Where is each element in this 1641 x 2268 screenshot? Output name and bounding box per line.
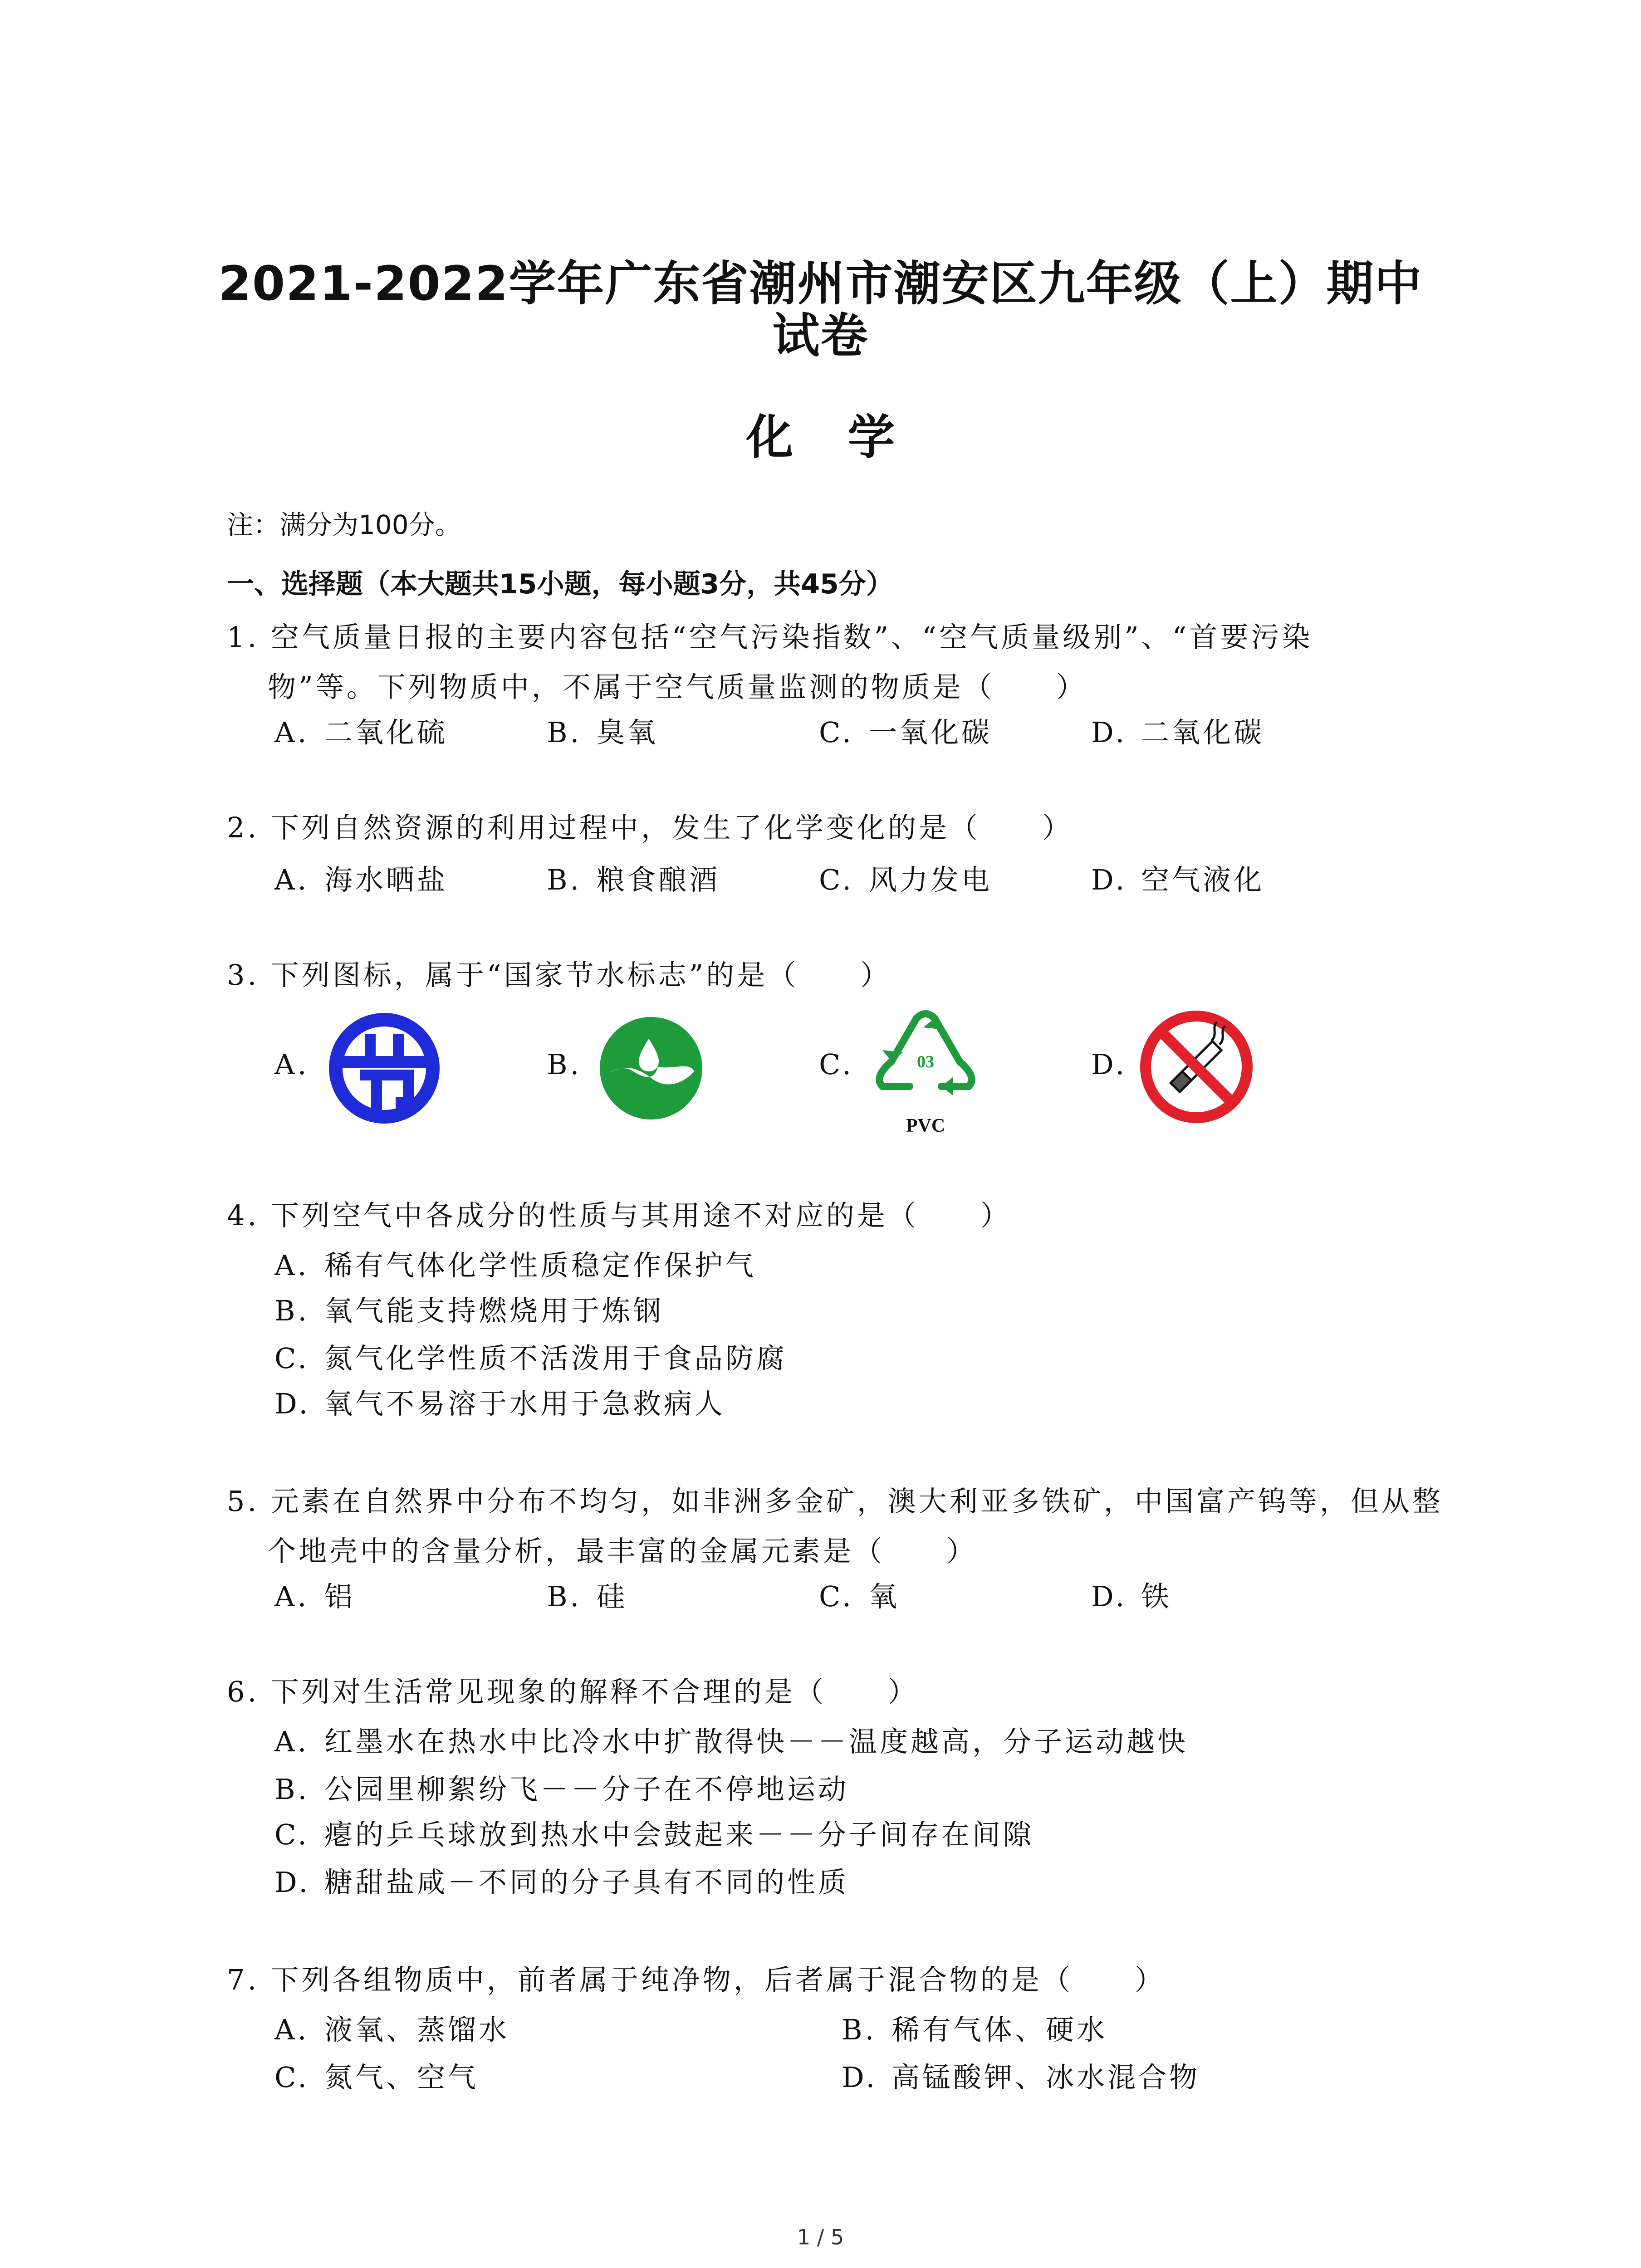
recycle-caption-text: PVC xyxy=(906,1115,945,1136)
q3-stem-line1: 3. 下列图标，属于“国家节水标志”的是（ ） xyxy=(227,958,892,992)
option-label: B. xyxy=(547,1580,582,1613)
option-label: C. xyxy=(819,716,854,749)
q4-option-a xyxy=(274,1243,756,1283)
option-label: B. xyxy=(842,2013,877,2046)
option-label: D. xyxy=(1091,716,1127,749)
q5-option-b xyxy=(547,1574,627,1614)
option-label: B. xyxy=(547,716,582,749)
option-text: 公园里柳絮纷飞－－分子在不停地运动 xyxy=(324,1773,849,1806)
q6-option-d xyxy=(274,1860,849,1900)
option-text: 硅 xyxy=(597,1580,628,1613)
q7-option-c xyxy=(274,2055,479,2095)
option-text: 海水晒盐 xyxy=(324,863,448,896)
q5-stem-line1: 5. 元素在自然界中分布不均匀，如非洲多金矿，澳大利亚多铁矿，中国富产钨等，但从整 xyxy=(227,1485,1443,1518)
option-label: A. xyxy=(274,863,309,896)
q1-option-a xyxy=(274,710,448,750)
water-drop-logo-icon xyxy=(599,1016,703,1120)
option-text: 氮气、空气 xyxy=(324,2061,479,2094)
q6-option-a xyxy=(274,1719,1188,1760)
option-text: 二氧化硫 xyxy=(324,716,448,749)
q1-stem-line1: 1. 空气质量日报的主要内容包括“空气污染指数”、“空气质量级别”、“首要污染 xyxy=(227,621,1313,654)
option-label: D. xyxy=(1091,1580,1127,1613)
q3-option-c-label: C. xyxy=(819,1048,854,1081)
q6-option-b xyxy=(274,1767,849,1807)
q1-stem-line2: 物”等。下列物质中，不属于空气质量监测的物质是（ ） xyxy=(268,670,1087,704)
option-text: 铝 xyxy=(324,1580,356,1613)
q3-option-a-label: A. xyxy=(274,1048,309,1081)
q6-stem-line1: 6. 下列对生活常见现象的解释不合理的是（ ） xyxy=(227,1675,919,1708)
option-text: 氧气能支持燃烧用于炼钢 xyxy=(324,1294,664,1327)
option-text: 瘪的乒乓球放到热水中会鼓起来－－分子间存在间隙 xyxy=(324,1818,1034,1851)
option-label: C. xyxy=(274,2061,309,2094)
option-text: 粮食酿酒 xyxy=(597,863,720,896)
q4-option-d xyxy=(274,1381,725,1422)
q2-option-b xyxy=(547,857,720,898)
q5-option-a xyxy=(274,1574,355,1614)
option-label: A. xyxy=(274,1725,309,1758)
section-heading: 一、选择题（本大题共15小题，每小题3分，共45分） xyxy=(227,568,893,600)
option-text: 红墨水在热水中比冷水中扩散得快－－温度越高，分子运动越快 xyxy=(324,1725,1189,1758)
q6-option-c xyxy=(274,1812,1034,1853)
option-label: C. xyxy=(819,1580,854,1613)
option-text: 稀有气体化学性质稳定作保护气 xyxy=(324,1249,757,1282)
q7-option-d xyxy=(842,2055,1200,2095)
option-text: 空气液化 xyxy=(1141,863,1265,896)
option-label: A. xyxy=(274,1249,309,1282)
q7-stem-line1: 7. 下列各组物质中，前者属于纯净物，后者属于混合物的是（ ） xyxy=(227,1963,1166,1996)
option-label: B. xyxy=(547,863,582,896)
score-note: 注：满分为100分。 xyxy=(227,509,461,540)
q1-option-b xyxy=(547,710,658,750)
option-text: 臭氧 xyxy=(597,716,659,749)
option-label: D. xyxy=(274,1387,311,1420)
option-text: 二氧化碳 xyxy=(1141,716,1265,749)
q2-option-c xyxy=(819,857,992,898)
subject-title: 化学 xyxy=(746,410,950,465)
option-label: A. xyxy=(274,716,309,749)
recycle-code-text: 03 xyxy=(917,1052,934,1071)
q2-option-a xyxy=(274,857,448,898)
q7-option-b xyxy=(842,2007,1107,2048)
option-text: 风力发电 xyxy=(869,863,993,896)
option-text: 稀有气体、硬水 xyxy=(892,2013,1108,2046)
option-text: 氧 xyxy=(869,1580,900,1613)
recycle-pvc-icon xyxy=(864,1000,987,1145)
option-label: B. xyxy=(274,1294,310,1327)
q5-stem-line2: 个地壳中的含量分析，最丰富的金属元素是（ ） xyxy=(268,1535,978,1568)
option-text: 一氧化碳 xyxy=(869,716,993,749)
option-label: A. xyxy=(274,2013,309,2046)
option-label: C. xyxy=(274,1342,309,1375)
option-label: D. xyxy=(842,2061,878,2094)
q1-option-d xyxy=(1091,710,1264,750)
option-label: C. xyxy=(819,863,854,896)
option-label: B. xyxy=(274,1773,310,1806)
option-label: D. xyxy=(1091,863,1127,896)
option-text: 氮气化学性质不活泼用于食品防腐 xyxy=(324,1342,788,1375)
q5-option-d xyxy=(1091,1574,1172,1614)
option-label: A. xyxy=(274,1580,309,1613)
q1-option-c xyxy=(819,710,992,750)
option-text: 铁 xyxy=(1141,1580,1172,1613)
jie-logo-icon xyxy=(328,1012,441,1125)
page-number: 1 / 5 xyxy=(797,2225,844,2249)
option-label: C. xyxy=(274,1818,309,1851)
option-text: 氧气不易溶于水用于急救病人 xyxy=(324,1387,726,1420)
exam-title-line2: 试卷 xyxy=(772,308,869,363)
option-text: 高锰酸钾、冰水混合物 xyxy=(892,2061,1200,2094)
q4-option-c xyxy=(274,1336,787,1376)
q4-option-b xyxy=(274,1288,664,1329)
q3-option-d-label: D. xyxy=(1091,1048,1127,1081)
option-label: D. xyxy=(274,1866,311,1899)
no-smoking-icon xyxy=(1139,1009,1254,1125)
q5-option-c xyxy=(819,1574,900,1614)
option-text: 液氧、蒸馏水 xyxy=(324,2013,510,2046)
q7-option-a xyxy=(274,2007,509,2048)
q2-option-d xyxy=(1091,857,1264,898)
q3-option-b-label: B. xyxy=(547,1048,582,1081)
option-text: 糖甜盐咸－不同的分子具有不同的性质 xyxy=(324,1866,849,1899)
exam-title-line1: 2021-2022学年广东省潮州市潮安区九年级（上）期中 xyxy=(218,256,1423,311)
q2-stem-line1: 2. 下列自然资源的利用过程中，发生了化学变化的是（ ） xyxy=(227,811,1073,844)
q4-stem-line1: 4. 下列空气中各成分的性质与其用途不对应的是（ ） xyxy=(227,1199,1011,1232)
